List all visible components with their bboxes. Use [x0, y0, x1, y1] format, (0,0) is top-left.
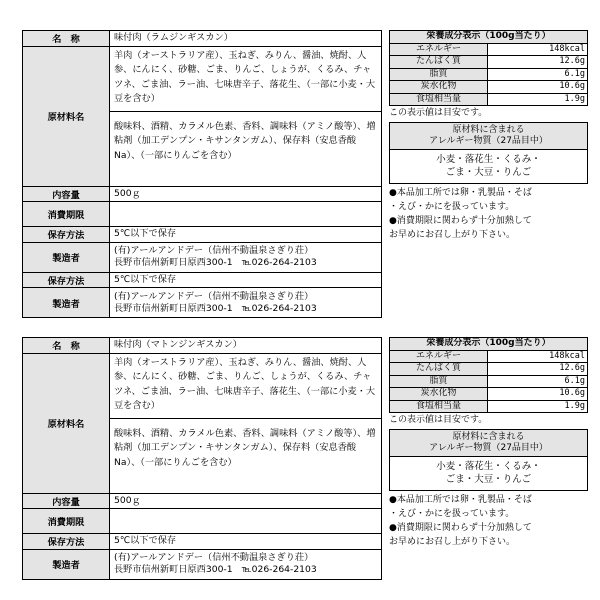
nutrition-row [390, 68, 588, 81]
allergy-list [389, 457, 588, 491]
nutrition-header: 栄養成分表示（100g当たり） [390, 338, 588, 351]
nutrition-value: 1.9g [488, 400, 588, 413]
allergy-header [389, 122, 588, 150]
nutrition-note: この表示値は目安です。 [389, 415, 488, 425]
maker2-address: 長野市信州新町日原西300-1 ℡026-264-2103 [114, 302, 317, 314]
volume-header: 内容量 [23, 493, 110, 509]
allergy-list-line1: 小麦・落花生・くるみ・ [436, 461, 541, 472]
caution-line: ●本品加工所では卵・乳製品・そば [389, 188, 532, 198]
nutrition-label: 脂質 [390, 68, 488, 81]
caution-line: お早めにお召し上がり下さい。 [389, 230, 516, 240]
storage2-value: 5℃以下で保存 [110, 272, 382, 288]
storage2-header: 保存方法 [23, 272, 110, 288]
maker-address: 長野市信州新町日原西300-1 ℡026-264-2103 [114, 257, 317, 268]
nutrition-row [390, 363, 588, 376]
ingredients-additives: 酸味料、酒精、カラメル色素、香料、調味料（アミノ酸等）、増粘剤（加工デンプン・キサンタンガム）、保存料（安息香酸Na）、（一部にりんごを含む） [114, 120, 376, 161]
nutrition-row [390, 81, 588, 94]
product-info-table [22, 337, 382, 580]
nutrition-row [390, 388, 588, 401]
product-name: 味付肉（ラムジンギスカン） [110, 31, 382, 47]
side-panel [389, 30, 588, 242]
allergy-list-line2: ごま・大豆・りんご [445, 166, 532, 178]
nutrition-label: 脂質 [390, 375, 488, 388]
expiry-value [110, 509, 382, 534]
allergy-head-line1: 原材料に含まれる [452, 125, 525, 135]
ingredients-main: 羊肉（オーストラリア産）、玉ねぎ、みりん、醤油、焼酎、人参、にんにく、砂糖、ごま、りんご、しょうが、くるみ、チャツネ、ごま油、ラー油、七味唐辛子、落花生、（一部に小麦・大豆を含む） [110, 354, 381, 419]
side-panel [389, 337, 588, 549]
maker2-name: (有)アールアンドデー（信州不動温泉さぎり荘） [114, 290, 314, 302]
expiry-value [110, 202, 382, 227]
maker-header: 製造者 [23, 242, 110, 272]
allergy-head-line2: アレルギー物質（27品目中） [429, 443, 548, 453]
product-name: 味付肉（マトンジンギスカン） [110, 338, 382, 354]
caution-notes [389, 493, 588, 549]
nutrition-header: 栄養成分表示（100g当たり） [390, 31, 588, 44]
expiry-header: 消費期限 [23, 509, 110, 534]
storage-value: 5℃以下で保存 [110, 227, 382, 243]
name-header: 名 称 [23, 338, 110, 354]
caution-line: ・えび・かにを扱っています。 [389, 509, 515, 519]
nutrition-label: 炭水化物 [390, 81, 488, 94]
maker-value [110, 549, 382, 579]
maker-header: 製造者 [23, 549, 110, 579]
nutrition-row [390, 350, 588, 363]
caution-line: ●消費期限に関わらず十分加熱して [389, 523, 532, 533]
caution-line: ●消費期限に関わらず十分加熱して [389, 216, 532, 226]
nutrition-row [390, 43, 588, 56]
maker-value [110, 242, 382, 272]
caution-notes [389, 186, 588, 242]
nutrition-row [390, 400, 588, 413]
maker2-value [110, 288, 382, 318]
volume-value: 500ｇ [110, 493, 382, 509]
allergy-list-line2: ごま・大豆・りんご [445, 473, 532, 485]
allergy-head-line2: アレルギー物質（27品目中） [429, 136, 548, 146]
nutrition-table [389, 337, 588, 413]
volume-header: 内容量 [23, 186, 110, 202]
allergy-list-line1: 小麦・落花生・くるみ・ [436, 154, 541, 165]
nutrition-label: エネルギー [390, 43, 488, 56]
nutrition-label: たんぱく質 [390, 363, 488, 376]
storage-header: 保存方法 [23, 534, 110, 550]
allergy-head-line1: 原材料に含まれる [452, 432, 525, 442]
nutrition-label: 食塩相当量 [390, 93, 488, 106]
nutrition-label: エネルギー [390, 350, 488, 363]
nutrition-value: 10.6g [488, 81, 588, 94]
ingredients-header: 原材料名 [23, 353, 110, 493]
expiry-header: 消費期限 [23, 202, 110, 227]
name-header: 名 称 [23, 31, 110, 47]
nutrition-value: 148kcal [488, 43, 588, 56]
caution-line: お早めにお召し上がり下さい。 [389, 537, 516, 547]
nutrition-value: 148kcal [488, 350, 588, 363]
allergy-header [389, 429, 588, 457]
caution-line: ・えび・かにを扱っています。 [389, 202, 515, 212]
nutrition-value: 12.6g [488, 363, 588, 376]
nutrition-value: 1.9g [488, 93, 588, 106]
nutrition-value: 6.1g [488, 375, 588, 388]
nutrition-value: 10.6g [488, 388, 588, 401]
volume-value: 500ｇ [110, 186, 382, 202]
nutrition-label: 炭水化物 [390, 388, 488, 401]
maker-address: 長野市信州新町日原西300-1 ℡026-264-2103 [114, 564, 317, 575]
nutrition-note: この表示値は目安です。 [389, 108, 488, 118]
nutrition-row [390, 375, 588, 388]
ingredients-header: 原材料名 [23, 46, 110, 186]
nutrition-value: 6.1g [488, 68, 588, 81]
storage-value: 5℃以下で保存 [110, 534, 382, 550]
nutrition-table [389, 30, 588, 106]
allergy-list [389, 150, 588, 184]
nutrition-label: 食塩相当量 [390, 400, 488, 413]
maker-name: (有)アールアンドデー（信州不動温泉さぎり荘） [114, 245, 314, 256]
nutrition-value: 12.6g [488, 56, 588, 69]
maker2-header: 製造者 [23, 288, 110, 318]
maker-name: (有)アールアンドデー（信州不動温泉さぎり荘） [114, 552, 314, 563]
product-info-table [22, 30, 382, 318]
ingredients-main: 羊肉（オーストラリア産）、玉ねぎ、みりん、醤油、焼酎、人参、にんにく、砂糖、ごま、りんご、しょうが、くるみ、チャツネ、ごま油、ラー油、七味唐辛子、落花生、（一部に小麦・大豆を含む） [110, 47, 381, 112]
storage-header: 保存方法 [23, 227, 110, 243]
ingredients-additives: 酸味料、酒精、カラメル色素、香料、調味料（アミノ酸等）、増粘剤（加工デンプン・キサンタンガム）、保存料（安息香酸Na）、（一部にりんごを含む） [114, 427, 376, 468]
nutrition-label: たんぱく質 [390, 56, 488, 69]
nutrition-row [390, 56, 588, 69]
nutrition-row [390, 93, 588, 106]
caution-line: ●本品加工所では卵・乳製品・そば [389, 495, 532, 505]
